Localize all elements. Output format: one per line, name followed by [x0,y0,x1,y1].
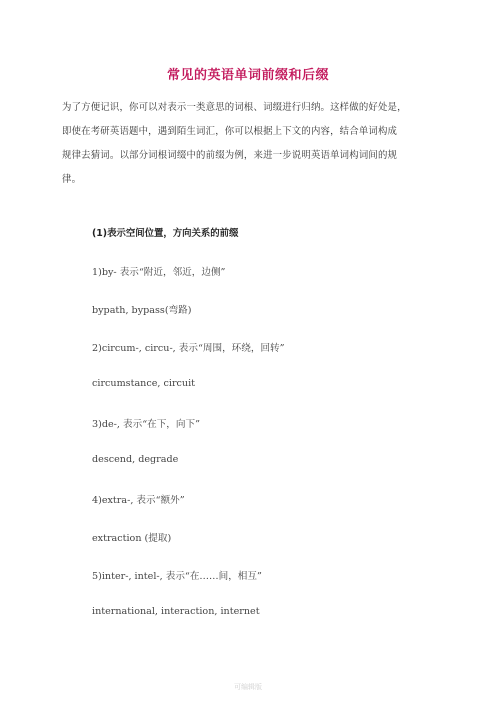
section-heading: (1)表示空间位置，方向关系的前缀 [92,228,239,239]
intro-line: 律。 [62,174,82,185]
prefix-examples: descend, degrade [92,454,179,465]
intro-line: 为了方便记识，你可以对表示一类意思的词根、词缀进行归纳。这样做的好处是， [62,102,407,113]
prefix-definition: 3)de-, 表示“在下，向下” [92,419,200,430]
document-title: 常见的英语单词前缀和后缀 [166,68,329,83]
prefix-examples: circumstance, circuit [92,378,196,389]
intro-line: 规律去猜词。以部分词根词缀中的前缀为例，来进一步说明英语单词构词间的规 [62,150,398,161]
footer-watermark: 可编辑版 [234,683,262,691]
prefix-examples: extraction (提取) [92,533,172,544]
intro-paragraph [62,96,437,192]
prefix-definition: 4)extra-, 表示“额外” [92,495,185,506]
prefix-definition: 5)inter-, intel-, 表示“在……间，相互” [92,571,262,582]
prefix-examples: bypath, bypass(弯路) [92,305,192,316]
prefix-definition: 1)by- 表示“附近，邻近，边侧” [92,267,226,278]
prefix-definition: 2)circum-, circu-, 表示“周围，环绕，回转” [92,343,285,354]
intro-line: 即使在考研英语题中，遇到陌生词汇，你可以根据上下文的内容，结合单词构成 [62,126,398,137]
prefix-examples: international, interaction, internet [92,606,260,617]
